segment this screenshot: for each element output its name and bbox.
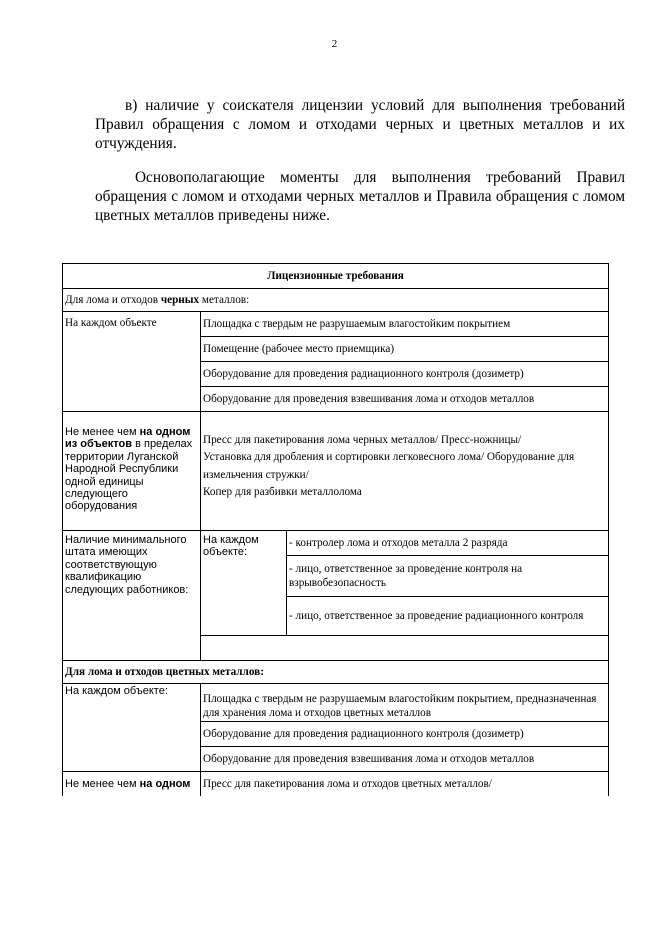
section-nonferrous-title: Для лома и отходов цветных металлов: <box>63 661 609 684</box>
ferrous-min-label-text: Не менее чем <box>65 426 140 438</box>
paragraph-basics-text: Основополагающие моменты для выполнения требований Правил обращения с ломом и отходами черных металлов и Правила обращения с ломом цветных металлов приведены ниже. <box>95 169 625 224</box>
nonferrous-each-site-item: Площадка с твердым не разрушаемым влагостойким покрытием, предназначенная для хранения лома и отходов цветных металлов <box>201 684 609 722</box>
table-row <box>63 312 609 337</box>
nonferrous-each-site-item: Оборудование для проведения взвешивания лома и отходов металлов <box>201 747 609 772</box>
section-ferrous-title <box>63 289 609 312</box>
table-header: Лицензионные требования <box>63 264 609 289</box>
table-header-row <box>63 264 609 289</box>
nonferrous-min-equipment-label <box>63 772 201 797</box>
section-ferrous-title-end: металлов: <box>199 294 250 306</box>
section-ferrous-title-text: Для лома и отходов <box>65 294 161 306</box>
ferrous-staff-sub-label: На каждом объекте: <box>201 531 287 636</box>
section-ferrous-row <box>63 289 609 312</box>
ferrous-each-site-item: Оборудование для проведения радиационного контроля (дозиметр) <box>201 362 609 387</box>
ferrous-each-site-item: Оборудование для проведения взвешивания лома и отходов металлов <box>201 387 609 412</box>
ferrous-each-site-item: Помещение (рабочее место приемщика) <box>201 337 609 362</box>
nonferrous-equipment-line: Пресс для пакетирования лома и отходов цветных металлов/ <box>201 772 609 797</box>
table-row <box>63 684 609 722</box>
ferrous-min-label-bold: на одном из объектов <box>65 426 191 451</box>
ferrous-each-site-item: Площадка с твердым не разрушаемым влагостойким покрытием <box>201 312 609 337</box>
ferrous-staff-item: - лицо, ответственное за проведение контроля на взрывобезопасность <box>287 556 609 597</box>
section-nonferrous-row <box>63 661 609 684</box>
nonferrous-each-site-item: Оборудование для проведения радиационного контроля (дозиметр) <box>201 722 609 747</box>
license-requirements-table <box>62 263 609 796</box>
ferrous-min-label-end: в пределах территории Луганской Народной Республики одной единицы следующего оборудования <box>65 438 193 513</box>
paragraph-conditions-text: в) наличие у соискателя лицензии условий для выполнения требований Правил обращения с ломом и отходами черных и цветных металлов и их отчуждения. <box>95 97 625 152</box>
ferrous-staff-item: - лицо, ответственное за проведение радиационного контроля <box>287 597 609 636</box>
ferrous-equipment-line: Установка для дробления и сортировки легковесного лома/ Оборудование для измельчения стружки/ <box>203 451 575 481</box>
empty-cell <box>201 636 609 661</box>
nonferrous-min-label-bold: на одном <box>139 777 191 790</box>
ferrous-each-site-label: На каждом объекте <box>63 312 201 412</box>
table-row <box>63 412 609 531</box>
paragraph-basics <box>95 169 625 225</box>
ferrous-equipment-line: Копер для разбивки металлолома <box>203 486 362 499</box>
ferrous-staff-item: - контролер лома и отходов металла 2 разряда <box>287 531 609 556</box>
section-ferrous-title-bold: черных <box>160 294 200 306</box>
nonferrous-each-site-label: На каждом объекте: <box>63 684 201 772</box>
paragraph-conditions <box>95 97 625 153</box>
page-number: 2 <box>331 38 338 50</box>
table-row <box>63 772 609 797</box>
nonferrous-min-label-text: Не менее чем <box>65 777 140 790</box>
ferrous-staff-label: Наличие минимального штата имеющих соответствующую квалификацию следующих работников: <box>63 531 201 661</box>
ferrous-equipment-list <box>201 412 609 531</box>
ferrous-equipment-line: Пресс для пакетирования лома черных металлов/ Пресс-ножницы/ <box>203 434 522 446</box>
ferrous-min-equipment-label <box>63 412 201 531</box>
table-row <box>63 531 609 556</box>
